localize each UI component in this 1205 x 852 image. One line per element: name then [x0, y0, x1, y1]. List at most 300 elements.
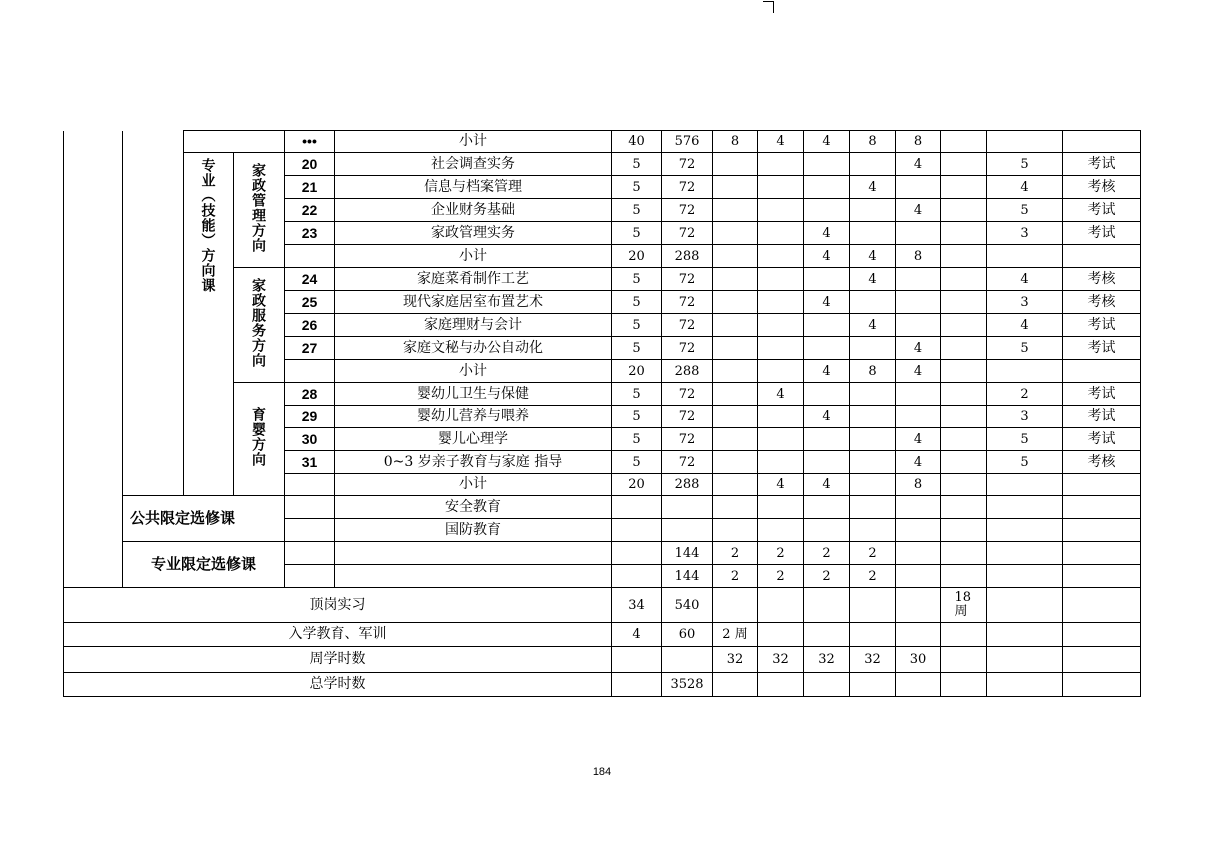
course-number [285, 496, 335, 519]
course-name: 安全教育 [335, 496, 612, 519]
semester-4-cell [850, 337, 896, 360]
semester-5-cell: 8 [896, 131, 941, 153]
management-direction-label: 家政管理方向 [251, 163, 267, 253]
hours-cell: 144 [662, 565, 713, 588]
hours-cell: 72 [662, 222, 713, 245]
course-number [285, 565, 335, 588]
semester-2-cell [758, 406, 804, 428]
course-type-cell [123, 131, 184, 496]
credits-cell [612, 565, 662, 588]
course-name: 现代家庭居室布置艺术 [335, 291, 612, 314]
course-number [285, 245, 335, 268]
summary-label: 顶岗实习 [64, 588, 612, 623]
exam-term-cell: 3 [987, 291, 1063, 314]
semester-3-cell: 4 [804, 131, 850, 153]
exam-term-cell [987, 623, 1063, 647]
assessment-cell: 考试 [1063, 337, 1141, 360]
credits-cell [612, 647, 662, 673]
semester-5-cell: 8 [896, 474, 941, 496]
semester-1-cell: 32 [713, 647, 758, 673]
semester-6-cell [941, 222, 987, 245]
semester-1-cell [713, 673, 758, 697]
hours-cell: 540 [662, 588, 713, 623]
semester-5-cell: 4 [896, 199, 941, 222]
assessment-cell [1063, 131, 1141, 153]
semester-4-cell [850, 623, 896, 647]
course-number: 21 [285, 176, 335, 199]
exam-term-cell [987, 565, 1063, 588]
course-number [285, 360, 335, 383]
semester-3-cell [804, 337, 850, 360]
semester-6-cell [941, 268, 987, 291]
hours-cell [662, 496, 713, 519]
semester-2-cell [758, 428, 804, 451]
semester-5-cell: 30 [896, 647, 941, 673]
summary-label: 总学时数 [64, 673, 612, 697]
semester-4-cell: 8 [850, 131, 896, 153]
course-name: 家庭菜肴制作工艺 [335, 268, 612, 291]
assessment-cell: 考试 [1063, 383, 1141, 406]
course-number: 25 [285, 291, 335, 314]
semester-3-cell: 4 [804, 222, 850, 245]
semester-6-cell [941, 647, 987, 673]
semester-1-cell [713, 360, 758, 383]
semester-1-cell [713, 222, 758, 245]
semester-3-cell: 4 [804, 474, 850, 496]
semester-4-cell [850, 428, 896, 451]
course-number [285, 519, 335, 542]
assessment-cell: 考试 [1063, 428, 1141, 451]
semester-2-cell: 32 [758, 647, 804, 673]
semester-1-cell [713, 519, 758, 542]
credits-cell [612, 519, 662, 542]
semester-4-cell [850, 153, 896, 176]
semester-4-cell [850, 451, 896, 474]
hours-cell: 72 [662, 291, 713, 314]
semester-4-cell [850, 588, 896, 623]
exam-term-cell [987, 496, 1063, 519]
credits-cell: 5 [612, 314, 662, 337]
hours-cell: 72 [662, 268, 713, 291]
exam-term-cell: 5 [987, 199, 1063, 222]
assessment-cell [1063, 647, 1141, 673]
credits-cell: 5 [612, 222, 662, 245]
semester-3-cell: 32 [804, 647, 850, 673]
semester-6-cell [941, 406, 987, 428]
semester-3-cell [804, 383, 850, 406]
semester-2-cell: 4 [758, 131, 804, 153]
course-name: 国防教育 [335, 519, 612, 542]
semester-6-cell [941, 360, 987, 383]
semester-5-cell: 4 [896, 360, 941, 383]
semester-3-cell [804, 451, 850, 474]
exam-term-cell [987, 588, 1063, 623]
semester-4-cell [850, 383, 896, 406]
semester-6-cell [941, 623, 987, 647]
semester-6-cell [941, 176, 987, 199]
semester-2-cell [758, 337, 804, 360]
exam-term-cell: 4 [987, 314, 1063, 337]
service-direction-label: 家政服务方向 [251, 278, 267, 368]
semester-4-cell: 4 [850, 314, 896, 337]
semester-6-cell [941, 673, 987, 697]
course-name [335, 542, 612, 565]
summary-label: 周学时数 [64, 647, 612, 673]
credits-cell [612, 542, 662, 565]
semester-5-cell [896, 673, 941, 697]
hours-cell: 72 [662, 199, 713, 222]
semester-4-cell: 32 [850, 647, 896, 673]
course-number: 30 [285, 428, 335, 451]
credits-cell: 5 [612, 406, 662, 428]
semester-4-cell [850, 496, 896, 519]
exam-term-cell: 5 [987, 451, 1063, 474]
summary-row [64, 647, 1141, 673]
hours-cell: 72 [662, 451, 713, 474]
semester-3-cell: 2 [804, 542, 850, 565]
assessment-cell: 考核 [1063, 268, 1141, 291]
hours-cell: 288 [662, 360, 713, 383]
course-name: 家政管理实务 [335, 222, 612, 245]
exam-term-cell [987, 647, 1063, 673]
assessment-cell [1063, 588, 1141, 623]
semester-5-cell [896, 542, 941, 565]
semester-6-cell [941, 542, 987, 565]
assessment-cell [1063, 245, 1141, 268]
course-number: 20 [285, 153, 335, 176]
semester-5-cell [896, 565, 941, 588]
semester-1-cell [713, 428, 758, 451]
exam-term-cell [987, 519, 1063, 542]
table-row [64, 542, 1141, 565]
semester-1-cell [713, 291, 758, 314]
course-number: 31 [285, 451, 335, 474]
semester-5-cell [896, 519, 941, 542]
credits-cell: 34 [612, 588, 662, 623]
semester-4-cell: 2 [850, 542, 896, 565]
assessment-cell: 考试 [1063, 199, 1141, 222]
semester-1-cell: 2 [713, 565, 758, 588]
semester-1-cell: 2 周 [713, 623, 758, 647]
course-number [285, 542, 335, 565]
course-name: 小计 [335, 360, 612, 383]
hours-cell: 72 [662, 383, 713, 406]
semester-2-cell [758, 519, 804, 542]
semester-4-cell [850, 673, 896, 697]
exam-term-cell: 4 [987, 176, 1063, 199]
semester-6-cell [941, 291, 987, 314]
semester-2-cell [758, 291, 804, 314]
semester-2-cell [758, 314, 804, 337]
semester-6-cell [941, 314, 987, 337]
course-number: ••• [285, 131, 335, 153]
semester-1-cell [713, 199, 758, 222]
service-direction-group [234, 268, 285, 383]
semester-6-cell [941, 588, 987, 623]
semester-3-cell [804, 496, 850, 519]
semester-3-cell [804, 623, 850, 647]
semester-3-cell [804, 268, 850, 291]
semester-3-cell [804, 428, 850, 451]
semester-3-cell [804, 588, 850, 623]
semester-1-cell [713, 588, 758, 623]
semester-5-cell: 4 [896, 153, 941, 176]
hours-cell [662, 519, 713, 542]
credits-cell: 5 [612, 199, 662, 222]
hours-cell: 288 [662, 474, 713, 496]
semester-3-cell: 4 [804, 360, 850, 383]
semester-2-cell: 4 [758, 474, 804, 496]
credits-cell: 5 [612, 153, 662, 176]
semester-3-cell: 4 [804, 291, 850, 314]
course-name: 0~3 岁亲子教育与家庭 指导 [335, 451, 612, 474]
course-number: 24 [285, 268, 335, 291]
course-name: 婴幼儿卫生与保健 [335, 383, 612, 406]
semester-3-cell: 4 [804, 245, 850, 268]
semester-5-cell [896, 383, 941, 406]
credits-cell: 40 [612, 131, 662, 153]
public-elective-label: 公共限定选修课 [123, 496, 285, 542]
semester-4-cell [850, 199, 896, 222]
hours-cell: 72 [662, 337, 713, 360]
semester-5-cell: 4 [896, 428, 941, 451]
semester-6-cell [941, 383, 987, 406]
hours-cell: 72 [662, 314, 713, 337]
assessment-cell: 考试 [1063, 314, 1141, 337]
assessment-cell: 考核 [1063, 451, 1141, 474]
semester-6-cell [941, 474, 987, 496]
assessment-cell: 考核 [1063, 291, 1141, 314]
credits-cell: 20 [612, 360, 662, 383]
semester-4-cell [850, 291, 896, 314]
category-cell [64, 131, 123, 588]
direction-cell [184, 131, 285, 153]
semester-2-cell [758, 245, 804, 268]
semester-2-cell: 4 [758, 383, 804, 406]
credits-cell: 5 [612, 428, 662, 451]
exam-term-cell [987, 673, 1063, 697]
course-name: 小计 [335, 474, 612, 496]
major-elective-label: 专业限定选修课 [123, 542, 285, 588]
assessment-cell [1063, 623, 1141, 647]
credits-cell: 5 [612, 291, 662, 314]
semester-5-cell: 8 [896, 245, 941, 268]
hours-cell: 72 [662, 153, 713, 176]
assessment-cell [1063, 542, 1141, 565]
assessment-cell [1063, 673, 1141, 697]
semester-2-cell: 2 [758, 565, 804, 588]
infant-direction-group [234, 383, 285, 496]
semester-4-cell [850, 222, 896, 245]
course-number: 29 [285, 406, 335, 428]
exam-term-cell: 5 [987, 153, 1063, 176]
hours-cell: 72 [662, 428, 713, 451]
major-direction-label: 专业（技能）方向课 [200, 158, 217, 293]
semester-5-cell [896, 268, 941, 291]
course-name: 企业财务基础 [335, 199, 612, 222]
semester-1-cell [713, 406, 758, 428]
semester-5-cell: 4 [896, 337, 941, 360]
semester-1-cell [713, 153, 758, 176]
page-number: 184 [592, 766, 612, 778]
exam-term-cell: 3 [987, 406, 1063, 428]
course-name: 家庭理财与会计 [335, 314, 612, 337]
semester-5-cell [896, 222, 941, 245]
semester-1-cell: 2 [713, 542, 758, 565]
semester-2-cell [758, 451, 804, 474]
hours-cell: 144 [662, 542, 713, 565]
semester-4-cell [850, 474, 896, 496]
semester-2-cell [758, 153, 804, 176]
hours-cell: 72 [662, 176, 713, 199]
assessment-cell [1063, 496, 1141, 519]
semester-2-cell: 2 [758, 542, 804, 565]
assessment-cell [1063, 519, 1141, 542]
semester-3-cell: 4 [804, 406, 850, 428]
semester-1-cell [713, 245, 758, 268]
semester-2-cell [758, 588, 804, 623]
semester-1-cell [713, 451, 758, 474]
semester-2-cell [758, 268, 804, 291]
assessment-cell [1063, 360, 1141, 383]
assessment-cell: 考试 [1063, 222, 1141, 245]
assessment-cell: 考核 [1063, 176, 1141, 199]
exam-term-cell: 5 [987, 428, 1063, 451]
semester-1-cell [713, 314, 758, 337]
credits-cell [612, 496, 662, 519]
semester-5-cell [896, 588, 941, 623]
semester-1-cell: 8 [713, 131, 758, 153]
course-number: 27 [285, 337, 335, 360]
assessment-cell: 考试 [1063, 153, 1141, 176]
semester-3-cell [804, 153, 850, 176]
summary-row [64, 673, 1141, 697]
credits-cell: 5 [612, 337, 662, 360]
semester-4-cell: 8 [850, 360, 896, 383]
major-direction-group [184, 153, 234, 496]
hours-cell: 3528 [662, 673, 713, 697]
credits-cell: 5 [612, 383, 662, 406]
credits-cell: 5 [612, 451, 662, 474]
semester-2-cell [758, 623, 804, 647]
semester-4-cell [850, 406, 896, 428]
exam-term-cell: 5 [987, 337, 1063, 360]
exam-term-cell [987, 245, 1063, 268]
semester-5-cell [896, 496, 941, 519]
semester-1-cell [713, 176, 758, 199]
exam-term-cell: 2 [987, 383, 1063, 406]
semester-4-cell: 4 [850, 245, 896, 268]
semester-4-cell: 4 [850, 176, 896, 199]
credits-cell [612, 673, 662, 697]
semester-6-cell [941, 131, 987, 153]
semester-6-cell [941, 428, 987, 451]
course-number: 23 [285, 222, 335, 245]
semester-3-cell [804, 199, 850, 222]
hours-cell [662, 647, 713, 673]
summary-label: 入学教育、军训 [64, 623, 612, 647]
course-number: 26 [285, 314, 335, 337]
credits-cell: 20 [612, 474, 662, 496]
semester-3-cell: 2 [804, 565, 850, 588]
semester-2-cell [758, 496, 804, 519]
assessment-cell [1063, 565, 1141, 588]
exam-term-cell: 4 [987, 268, 1063, 291]
exam-term-cell [987, 474, 1063, 496]
credits-cell: 4 [612, 623, 662, 647]
table-row [64, 496, 1141, 519]
semester-5-cell [896, 176, 941, 199]
exam-term-cell [987, 542, 1063, 565]
exam-term-cell [987, 360, 1063, 383]
semester-1-cell [713, 268, 758, 291]
course-name: 小计 [335, 131, 612, 153]
credits-cell: 5 [612, 176, 662, 199]
summary-row [64, 588, 1141, 623]
hours-cell: 60 [662, 623, 713, 647]
semester-3-cell [804, 519, 850, 542]
semester-2-cell [758, 176, 804, 199]
infant-direction-label: 育婴方向 [251, 407, 267, 467]
semester-6-cell [941, 496, 987, 519]
course-number [285, 474, 335, 496]
semester-5-cell [896, 623, 941, 647]
semester-3-cell [804, 176, 850, 199]
semester-2-cell [758, 360, 804, 383]
semester-6-cell [941, 199, 987, 222]
semester-1-cell [713, 383, 758, 406]
semester-1-cell [713, 496, 758, 519]
semester-2-cell [758, 673, 804, 697]
semester-3-cell [804, 673, 850, 697]
semester-4-cell: 4 [850, 268, 896, 291]
credits-cell: 5 [612, 268, 662, 291]
semester-3-cell [804, 314, 850, 337]
course-number: 28 [285, 383, 335, 406]
semester-6-cell [941, 245, 987, 268]
summary-row [64, 623, 1141, 647]
course-name: 小计 [335, 245, 612, 268]
crop-mark [763, 1, 774, 13]
course-table [63, 130, 1141, 697]
course-name: 婴儿心理学 [335, 428, 612, 451]
semester-6-cell [941, 451, 987, 474]
semester-2-cell [758, 222, 804, 245]
semester-5-cell [896, 406, 941, 428]
credits-cell: 20 [612, 245, 662, 268]
semester-1-cell [713, 337, 758, 360]
hours-cell: 72 [662, 406, 713, 428]
semester-4-cell: 2 [850, 565, 896, 588]
table-row [64, 131, 1141, 153]
semester-6-cell [941, 519, 987, 542]
exam-term-cell [987, 131, 1063, 153]
semester-2-cell [758, 199, 804, 222]
semester-4-cell [850, 519, 896, 542]
assessment-cell [1063, 474, 1141, 496]
management-direction-group [234, 153, 285, 268]
course-name: 婴幼儿营养与喂养 [335, 406, 612, 428]
course-number: 22 [285, 199, 335, 222]
semester-1-cell [713, 474, 758, 496]
exam-term-cell: 3 [987, 222, 1063, 245]
table-row [64, 153, 1141, 176]
semester-6-cell [941, 153, 987, 176]
course-name: 社会调查实务 [335, 153, 612, 176]
course-name [335, 565, 612, 588]
course-name: 家庭文秘与办公自动化 [335, 337, 612, 360]
course-name: 信息与档案管理 [335, 176, 612, 199]
